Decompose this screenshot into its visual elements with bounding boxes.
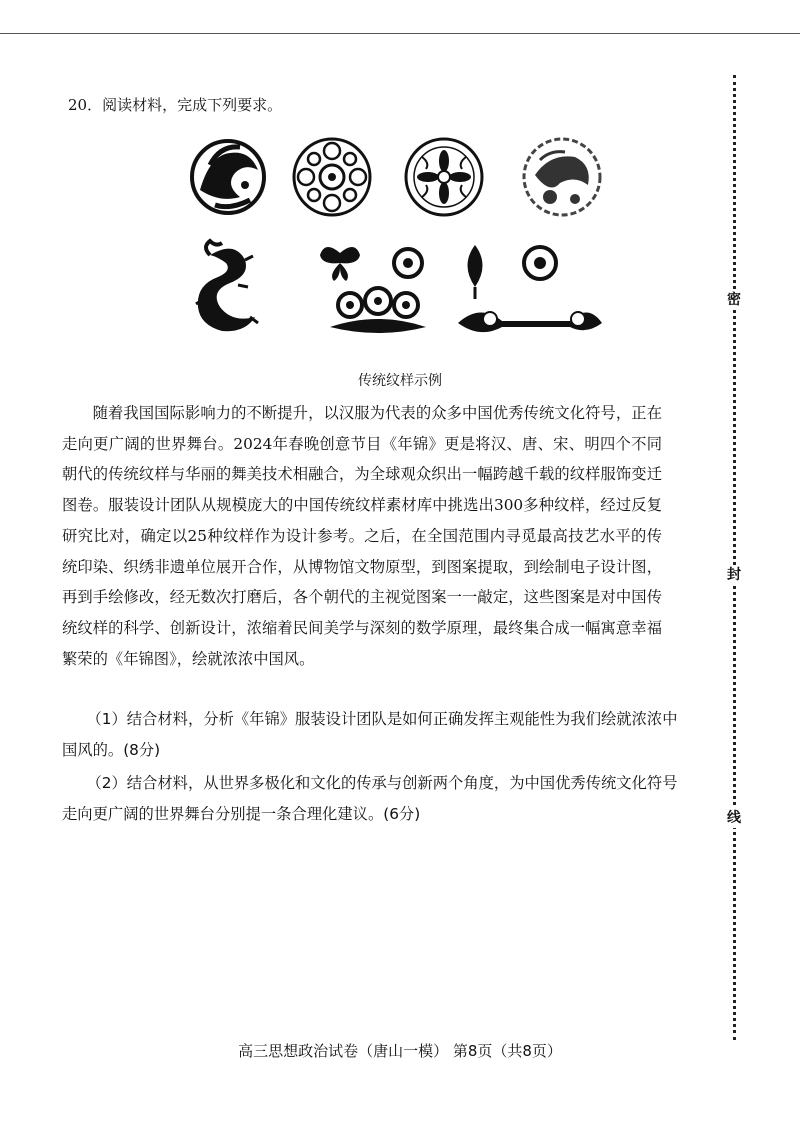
- page-footer: 高三思想政治试卷（唐山一模） 第8页（共8页）: [238, 1042, 562, 1060]
- top-rule: [0, 33, 800, 34]
- sub-question-2: （2）结合材料，从世界多极化和文化的传承与创新两个角度，为中国优秀传统文化符号走向更广阔的世界舞台分别提一条合理化建议。(6分): [62, 774, 678, 823]
- sub-question-1: （1）结合材料，分析《年锦》服装设计团队是如何正确发挥主观能性为我们绘就浓浓中国风的。(8分): [62, 710, 678, 759]
- leaf-flower-icon: [458, 245, 602, 332]
- floral-roundel-icon: [294, 139, 370, 215]
- lotus-medallion-icon: [406, 139, 482, 215]
- dragon-icon: [196, 241, 258, 331]
- figure-caption: 传统纹样示例: [358, 373, 442, 389]
- material-text: [62, 398, 662, 674]
- question-title: 20．阅读材料，完成下列要求。: [68, 96, 283, 114]
- flower-bird-roundel-icon: [524, 139, 600, 215]
- binding-line: [733, 75, 736, 1040]
- phoenix-medallion-icon: [192, 141, 264, 213]
- binding-char-mi: 密: [724, 290, 744, 310]
- binding-char-feng: 封: [724, 565, 744, 585]
- sub-questions: [62, 704, 687, 832]
- pattern-figure: [190, 135, 610, 345]
- material-paragraph: 随着我国国际影响力的不断提升，以汉服为代表的众多中国优秀传统文化符号，正在走向更广阔的世界舞台。2024年春晚创意节目《年锦》更是将汉、唐、宋、明四个不同朝代的传统纹样与华丽的舞美技术相融合，为全球观众织出一幅跨越千载的纹样服饰变迁图卷。服装设计团队从规模庞大的中国传统纹样素材库中挑选出300多种纹样，经过反复研究比对，确定以25种纹样作为设计参考。之后，在全国范围内寻觅最高技艺水平的传统印染、织绣非遗单位展开合作，从博物馆文物原型，到图案提取，到绘制电子设计图，再到手绘修改，经无数次打磨后，各个朝代的主视觉图案一一敲定，这些图案是对中国传统纹样的科学、创新设计，浓缩着民间美学与深刻的数学原理，最终集合成一幅寓意幸福繁荣的《年锦图》，绘就浓浓中国风。: [62, 404, 662, 668]
- binding-char-xian: 线: [724, 808, 744, 828]
- butterfly-flower-icon: [320, 247, 426, 333]
